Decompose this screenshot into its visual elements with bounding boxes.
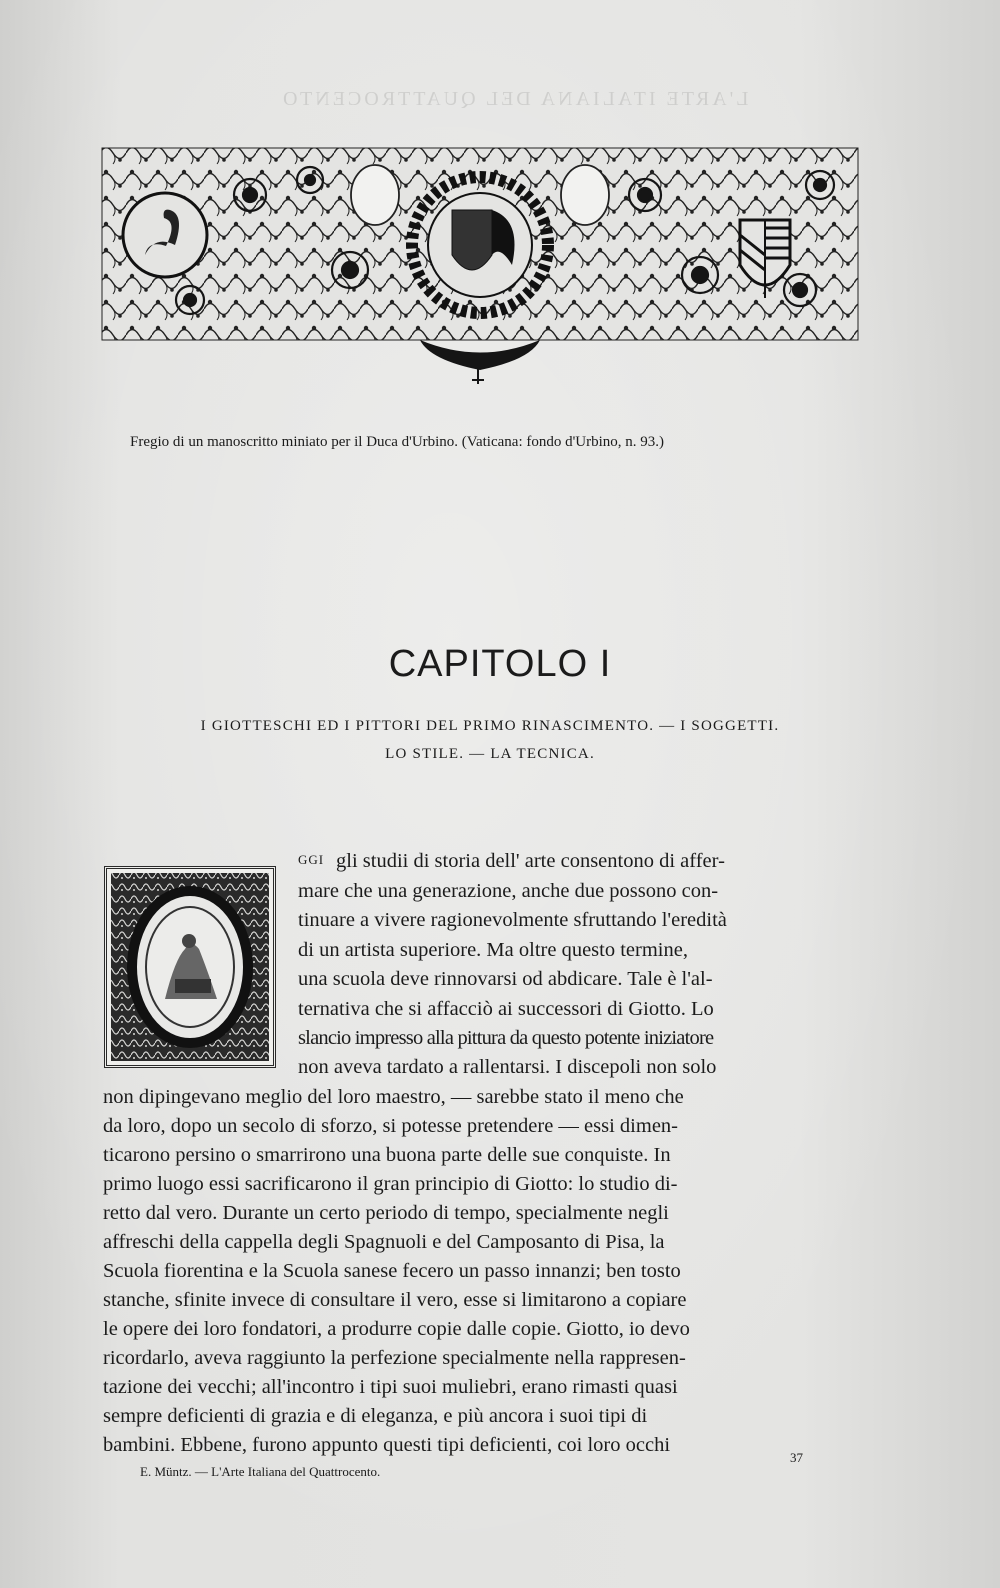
body-line: ternativa che si affacciò ai successori di Giotto. Lo bbox=[298, 998, 714, 1020]
body-line: le opere dei loro fondatori, a produrre copie dalle copie. Giotto, io devo bbox=[103, 1318, 690, 1340]
body-line: non aveva tardato a rallentarsi. I discepoli non solo bbox=[298, 1056, 717, 1078]
body-line: non dipingevano meglio del loro maestro, — sarebbe stato il meno che bbox=[103, 1086, 684, 1108]
footer-signature: E. Müntz. — L'Arte Italiana del Quattrocento. bbox=[140, 1464, 381, 1479]
lead-small-caps: ggi bbox=[298, 848, 325, 869]
show-through-header: L'ARTE ITALIANA DEL QUATTROCENTO bbox=[280, 88, 749, 110]
drop-cap-ornament bbox=[107, 869, 273, 1065]
page-number: 37 bbox=[790, 1450, 803, 1465]
body-line: da loro, dopo un secolo di sforzo, si potesse pretendere — essi dimen- bbox=[103, 1115, 679, 1137]
body-line: di un artista superiore. Ma oltre questo termine, bbox=[298, 939, 688, 961]
body-line: sempre deficienti di grazia e di eleganza, e più ancora i suoi tipi di bbox=[103, 1405, 648, 1427]
chapter-subtitle-line-1: I GIOTTESCHI ED I PITTORI DEL PRIMO RINASCIMENTO. — I SOGGETTI. bbox=[200, 718, 780, 734]
drop-cap-initial bbox=[104, 866, 276, 1068]
bottom-pendant bbox=[420, 340, 540, 384]
body-line: primo luogo essi sacrificarono il gran principio di Giotto: lo studio di- bbox=[103, 1173, 678, 1195]
body-line: retto dal vero. Durante un certo periodo di tempo, specialmente negli bbox=[103, 1202, 669, 1224]
body-line: bambini. Ebbene, furono appunto questi tipi deficienti, coi loro occhi bbox=[103, 1434, 671, 1456]
body-line: stanche, sfinite invece di consultare il vero, esse si limitarono a copiare bbox=[103, 1289, 687, 1311]
body-line: ticarono persino o smarrirono una buona parte delle sue conquiste. In bbox=[103, 1144, 671, 1166]
body-line: affreschi della cappella degli Spagnuoli e del Camposanto di Pisa, la bbox=[103, 1231, 665, 1253]
body-line: slancio impresso alla pittura da questo potente iniziatore bbox=[298, 1027, 714, 1049]
body-line: gli studii di storia dell' arte consentono di affer- bbox=[336, 850, 725, 872]
body-line: mare che una generazione, anche due possono con- bbox=[298, 880, 719, 902]
swan-medallion bbox=[123, 193, 207, 277]
body-line: una scuola deve rinnovarsi od abdicare. Tale è l'al- bbox=[298, 968, 713, 990]
frieze-caption: Fregio di un manoscritto miniato per il Duca d'Urbino. (Vaticana: fondo d'Urbino, n. 93.) bbox=[130, 434, 665, 450]
chapter-subtitle-line-2: LO STILE. — LA TECNICA. bbox=[385, 746, 595, 762]
manuscript-frieze-illustration bbox=[100, 140, 860, 385]
body-line: Scuola fiorentina e la Scuola sanese fecero un passo innanzi; ben tosto bbox=[103, 1260, 681, 1282]
chapter-title: CAPITOLO I bbox=[388, 643, 612, 686]
body-line: ricordarlo, aveva raggiunto la perfezione specialmente nella rappresen- bbox=[103, 1347, 686, 1369]
body-line: tinuare a vivere ragionevolmente sfruttando l'eredità bbox=[298, 909, 727, 931]
body-line: tazione dei vecchi; all'incontro i tipi suoi muliebri, erano rimasti quasi bbox=[103, 1376, 678, 1398]
